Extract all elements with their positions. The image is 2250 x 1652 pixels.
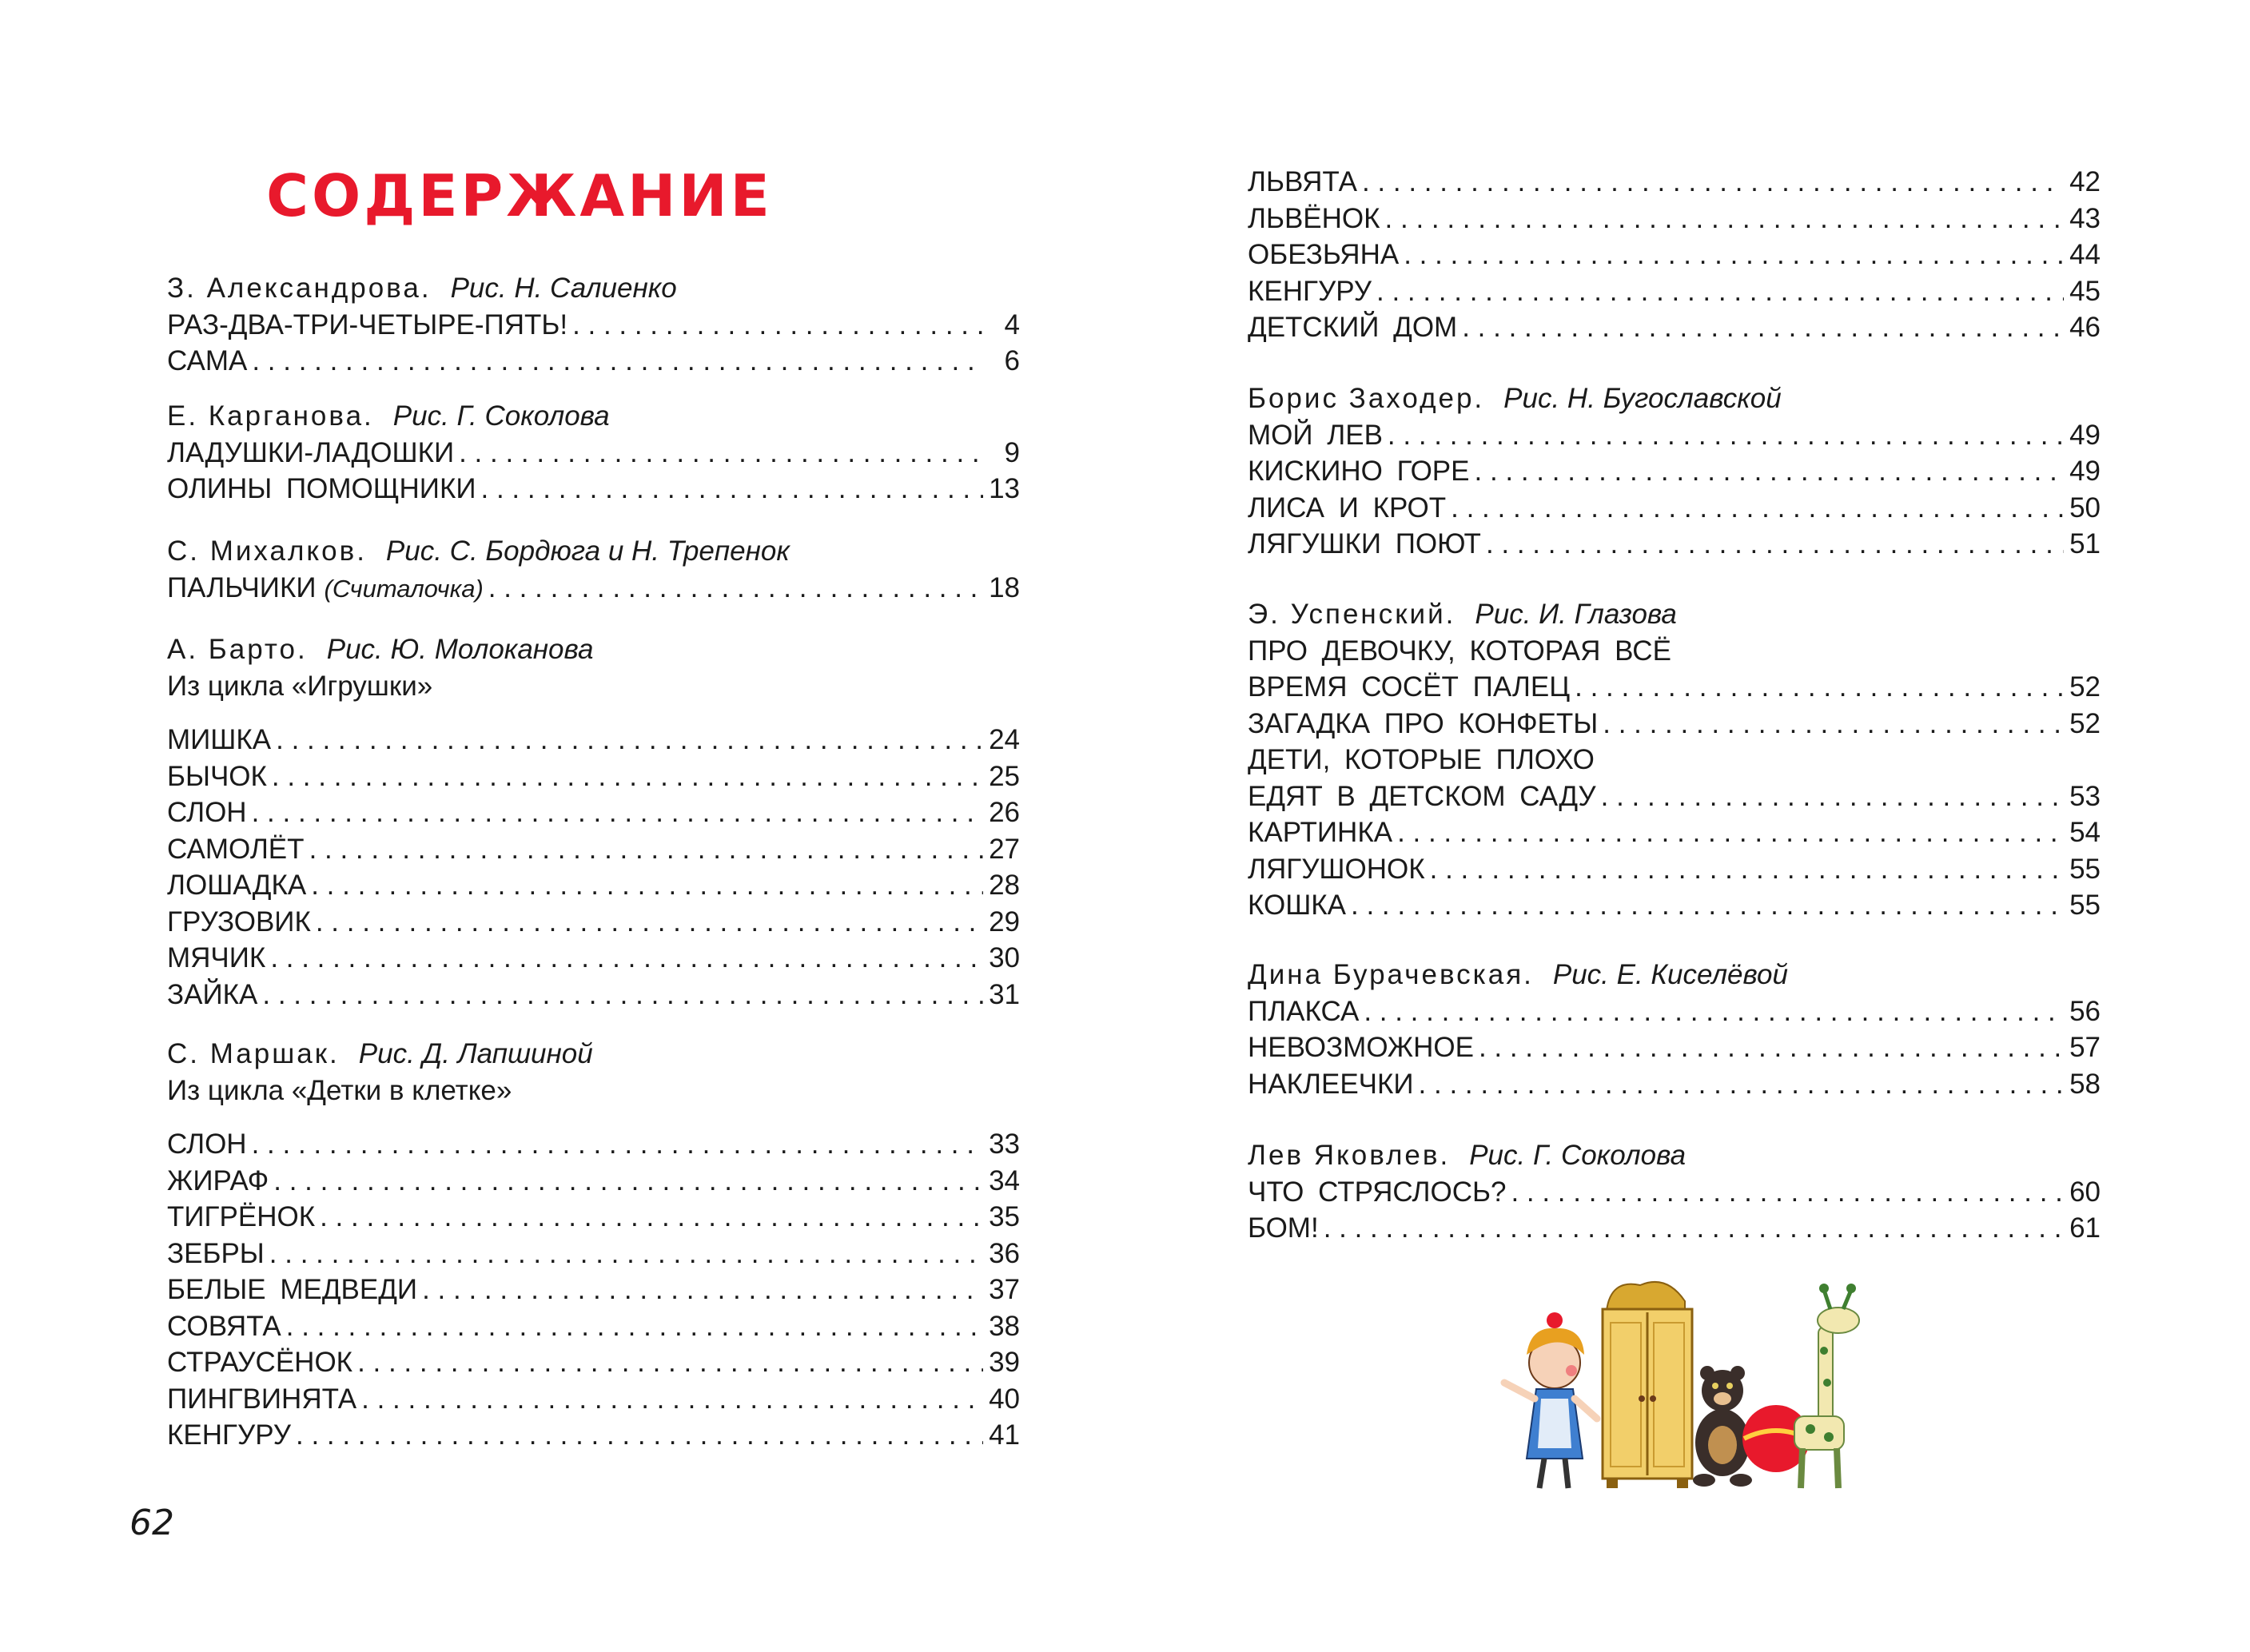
dot-leader <box>459 435 983 472</box>
section-header <box>1248 380 2101 417</box>
toc-section <box>1248 596 2101 924</box>
entry-title: БЫЧОК <box>167 760 267 792</box>
toc-entry <box>167 794 1020 831</box>
entry-title: МЯЧИК <box>167 942 266 973</box>
entry-title: ДЕТИ, КОТОРЫЕ ПЛОХО <box>1248 744 1595 775</box>
toc-entry <box>1248 526 2101 563</box>
entry-page-number: 36 <box>989 1237 1020 1269</box>
entry-title: СТРАУСЁНОК <box>167 1347 353 1378</box>
author-name: Э. Успенский. <box>1248 599 1456 630</box>
entry-page-number: 31 <box>989 978 1020 1010</box>
entry-title: ВРЕМЯ СОСЁТ ПАЛЕЦ <box>1248 671 1571 703</box>
author-name: Дина Бурачевская. <box>1248 959 1534 990</box>
dot-leader <box>286 1308 983 1345</box>
toc-entry <box>167 307 1020 344</box>
entry-title: ЛЬВЁНОК <box>1248 202 1380 234</box>
entry-page-number: 53 <box>2069 780 2101 812</box>
toc-section <box>167 398 1020 508</box>
entry-title: ПРО ДЕВОЧКУ, КОТОРАЯ ВСЁ <box>1248 635 1671 667</box>
toc-entry <box>1248 309 2101 346</box>
entry-title: ПАЛЬЧИКИ <box>167 571 317 603</box>
toc-entry <box>167 1308 1020 1345</box>
toc-entry <box>167 1272 1020 1308</box>
illustrator-credit: Рис. Н. Бугославской <box>1503 383 1782 414</box>
entry-title: СОВЯТА <box>167 1310 281 1342</box>
entry-page-number: 27 <box>989 833 1020 865</box>
illustrator-credit: Рис. Н. Салиенко <box>450 273 677 304</box>
author-name: С. Маршак. <box>167 1038 340 1069</box>
toc-section <box>167 631 1020 1013</box>
toc-entry <box>167 758 1020 795</box>
wardrobe-figure <box>1603 1282 1692 1488</box>
illustrator-credit: Рис. Д. Лапшиной <box>358 1038 593 1069</box>
entry-page-number: 55 <box>2069 890 2101 921</box>
entry-page-number: 50 <box>2069 492 2101 523</box>
dot-leader <box>269 1236 983 1272</box>
illustrator-credit: Рис. Е. Киселёвой <box>1552 959 1788 990</box>
entry-page-number: 55 <box>2069 853 2101 885</box>
entry-page-number: 40 <box>989 1383 1020 1415</box>
entry-page-number: 46 <box>2069 312 2101 343</box>
entry-title: КОШКА <box>1248 890 1347 921</box>
dot-leader <box>1397 814 2064 851</box>
entry-page-number: 58 <box>2069 1068 2101 1100</box>
toc-heading: СОДЕРЖАНИЕ <box>266 162 773 229</box>
entry-title: ПЛАКСА <box>1248 995 1360 1027</box>
entry-page-number: 49 <box>2069 456 2101 487</box>
entry-page-number: 18 <box>989 571 1020 603</box>
entry-page-number: 44 <box>2069 239 2101 270</box>
illustrator-credit: Рис. Г. Соколова <box>392 400 610 432</box>
toc-section <box>167 270 1020 380</box>
toc-entry <box>1248 851 2101 888</box>
section-header <box>167 631 1020 668</box>
dot-leader <box>1388 417 2064 454</box>
illustrator-credit: Рис. С. Бордюга и Н. Трепенок <box>385 535 790 567</box>
dot-leader <box>296 1417 983 1454</box>
toc-entry <box>167 1344 1020 1381</box>
entry-title: САМОЛЁТ <box>167 833 305 865</box>
dot-leader <box>1376 273 2064 310</box>
entry-page-number: 43 <box>2069 202 2101 234</box>
dot-leader <box>316 904 983 941</box>
entry-page-number: 56 <box>2069 995 2101 1027</box>
entry-title: СЛОН <box>167 797 247 828</box>
author-name: Борис Заходер. <box>1248 383 1485 414</box>
dot-leader <box>309 831 983 868</box>
toc-entry <box>1248 1066 2101 1103</box>
toc-section <box>1248 957 2101 1102</box>
entry-title: БОМ! <box>1248 1212 1319 1244</box>
entry-title: ЧТО СТРЯСЛОСЬ? <box>1248 1176 1507 1208</box>
dot-leader <box>276 722 983 758</box>
section-header <box>167 1036 1020 1073</box>
toc-entry <box>167 1126 1020 1163</box>
entry-note: (Считалочка) <box>324 574 484 603</box>
entry-title: РАЗ-ДВА-ТРИ-ЧЕТЫРЕ-ПЯТЬ! <box>167 309 568 340</box>
toc-entry <box>167 343 1020 380</box>
entry-page-number: 26 <box>989 797 1020 828</box>
dot-leader <box>252 343 983 380</box>
dot-leader <box>481 471 984 508</box>
entry-title: ЗЕБРЫ <box>167 1237 265 1269</box>
section-header <box>167 533 1020 570</box>
toc-entry <box>167 1236 1020 1272</box>
entry-page-number: 4 <box>1004 309 1020 340</box>
toc-entry <box>1248 706 2101 742</box>
dot-leader <box>1479 1029 2064 1066</box>
dot-leader <box>1364 993 2064 1030</box>
author-name: Лев Яковлев. <box>1248 1140 1451 1171</box>
entry-title: ЗАГАДКА ПРО КОНФЕТЫ <box>1248 707 1599 739</box>
entry-page-number: 38 <box>989 1310 1020 1342</box>
entry-page-number: 30 <box>989 942 1020 973</box>
entry-title: ПИНГВИНЯТА <box>167 1383 357 1415</box>
toc-entry <box>1248 814 2101 851</box>
illustrator-credit: Рис. Ю. Молоканова <box>326 634 594 665</box>
entry-page-number: 25 <box>989 760 1020 792</box>
toc-entry <box>167 867 1020 904</box>
section-header <box>167 398 1020 435</box>
bear-figure <box>1693 1366 1752 1487</box>
dot-leader <box>270 940 983 977</box>
entry-title: БЕЛЫЕ МЕДВЕДИ <box>167 1274 418 1305</box>
dot-leader <box>262 977 983 1013</box>
toys-illustration <box>1495 1279 1870 1503</box>
entry-page-number: 28 <box>989 870 1020 901</box>
entry-page-number: 13 <box>989 473 1020 504</box>
entry-page-number: 6 <box>1004 345 1020 376</box>
dot-leader <box>1451 490 2064 527</box>
toc-entry <box>167 1381 1020 1418</box>
entry-title: ЛАДУШКИ-ЛАДОШКИ <box>167 436 455 468</box>
entry-page-number: 39 <box>989 1347 1020 1378</box>
toc-entry <box>1248 1210 2101 1247</box>
dot-leader <box>320 1199 983 1236</box>
dot-leader <box>1385 201 2064 237</box>
entry-page-number: 54 <box>2069 817 2101 848</box>
toc-section <box>1248 1137 2101 1247</box>
dot-leader <box>1486 526 2064 563</box>
dot-leader <box>488 570 983 607</box>
toc-entry <box>167 1163 1020 1200</box>
entry-page-number: 49 <box>2069 419 2101 451</box>
toc-entry <box>1248 417 2101 454</box>
dot-leader <box>1601 778 2064 815</box>
toc-entry <box>167 904 1020 941</box>
entry-page-number: 51 <box>2069 528 2101 559</box>
entry-page-number: 34 <box>989 1164 1020 1196</box>
author-name: А. Барто. <box>167 634 308 665</box>
toc-section <box>167 533 1020 606</box>
toc-entry <box>1248 490 2101 527</box>
dot-leader <box>1324 1210 2064 1247</box>
entry-page-number: 9 <box>1004 436 1020 468</box>
dot-leader <box>1362 164 2064 201</box>
entry-title: ТИГРЁНОК <box>167 1201 316 1232</box>
toc-section <box>1248 164 2101 346</box>
entry-title: МИШКА <box>167 724 272 755</box>
toc-entry <box>167 831 1020 868</box>
entry-title: КАРТИНКА <box>1248 817 1393 848</box>
dot-leader <box>1511 1174 2064 1211</box>
entry-page-number: 42 <box>2069 166 2101 197</box>
section-header <box>1248 596 2101 633</box>
entry-title: ЛЯГУШОНОК <box>1248 853 1425 885</box>
toc-entry <box>167 1417 1020 1454</box>
entry-title: ЛЬВЯТА <box>1248 166 1357 197</box>
dot-leader <box>1419 1066 2064 1103</box>
dot-leader <box>272 758 983 795</box>
dot-leader <box>252 794 983 831</box>
entry-title: ОЛИНЫ ПОМОЩНИКИ <box>167 473 476 504</box>
entry-page-number: 24 <box>989 724 1020 755</box>
giraffe-figure <box>1794 1284 1859 1488</box>
dot-leader <box>1430 851 2064 888</box>
toc-entry <box>1248 1174 2101 1211</box>
dot-leader <box>311 867 983 904</box>
entry-page-number: 35 <box>989 1201 1020 1232</box>
toc-section <box>1248 380 2101 563</box>
entry-page-number: 57 <box>2069 1032 2101 1063</box>
dot-leader <box>252 1126 983 1163</box>
entry-title: ЛИСА И КРОТ <box>1248 492 1447 523</box>
entry-page-number: 52 <box>2069 671 2101 703</box>
entry-title: ЖИРАФ <box>167 1164 269 1196</box>
section-header <box>1248 1137 2101 1174</box>
entry-title: ЕДЯТ В ДЕТСКОМ САДУ <box>1248 780 1596 812</box>
toc-entry <box>1248 453 2101 490</box>
entry-title: НЕВОЗМОЖНОЕ <box>1248 1032 1474 1063</box>
toc-entry <box>1248 669 2101 706</box>
dot-leader <box>1462 309 2064 346</box>
illustrator-credit: Рис. И. Глазова <box>1475 599 1677 630</box>
illustrator-credit: Рис. Г. Соколова <box>1469 1140 1687 1171</box>
toc-entry <box>167 435 1020 472</box>
entry-title: МОЙ ЛЕВ <box>1248 419 1383 451</box>
toc-entry <box>1248 887 2101 924</box>
entry-page-number: 33 <box>989 1129 1020 1160</box>
page-number: 62 <box>129 1503 174 1543</box>
dot-leader <box>1351 887 2064 924</box>
entry-page-number: 45 <box>2069 275 2101 307</box>
entry-page-number: 61 <box>2069 1212 2101 1244</box>
toc-entry <box>1248 778 2101 815</box>
entry-page-number: 52 <box>2069 707 2101 739</box>
dot-leader <box>422 1272 983 1308</box>
entry-title: СЛОН <box>167 1129 247 1160</box>
author-name: Е. Карганова. <box>167 400 374 432</box>
doll-figure <box>1504 1312 1597 1488</box>
dot-leader <box>1603 706 2064 742</box>
toc-section <box>167 1036 1020 1454</box>
author-name: С. Михалков. <box>167 535 367 567</box>
dot-leader <box>1475 453 2065 490</box>
dot-leader <box>361 1381 983 1418</box>
toc-entry <box>1248 633 2101 670</box>
toc-entry <box>1248 201 2101 237</box>
toc-entry <box>1248 742 2101 778</box>
toc-entry <box>1248 993 2101 1030</box>
entry-title: КЕНГУРУ <box>1248 275 1372 307</box>
dot-leader <box>1404 237 2064 273</box>
section-header <box>1248 957 2101 993</box>
dot-leader <box>273 1163 983 1200</box>
toc-entry <box>167 977 1020 1013</box>
entry-title: ДЕТСКИЙ ДОМ <box>1248 312 1458 343</box>
dot-leader <box>1575 669 2064 706</box>
section-header <box>167 270 1020 307</box>
dot-leader <box>357 1344 983 1381</box>
entry-title: НАКЛЕЕЧКИ <box>1248 1068 1414 1100</box>
entry-title: ЗАЙКА <box>167 978 258 1010</box>
entry-page-number: 41 <box>989 1419 1020 1451</box>
dot-leader <box>572 307 983 344</box>
toc-entry <box>167 570 1020 607</box>
toc-entry <box>1248 273 2101 310</box>
toc-entry <box>167 1199 1020 1236</box>
cycle-title: Из цикла «Игрушки» <box>167 670 433 702</box>
toc-entry <box>167 722 1020 758</box>
entry-title: КИСКИНО ГОРЕ <box>1248 456 1470 487</box>
entry-page-number: 29 <box>989 906 1020 937</box>
entry-title: ЛЯГУШКИ ПОЮТ <box>1248 528 1481 559</box>
entry-page-number: 37 <box>989 1274 1020 1305</box>
toc-entry <box>167 940 1020 977</box>
author-name: З. Александрова. <box>167 273 432 304</box>
toc-entry <box>1248 164 2101 201</box>
entry-title: КЕНГУРУ <box>167 1419 292 1451</box>
toc-entry <box>1248 237 2101 273</box>
entry-title: ЛОШАДКА <box>167 870 307 901</box>
entry-title: ОБЕЗЬЯНА <box>1248 239 1400 270</box>
toc-entry <box>1248 1029 2101 1066</box>
entry-title: ГРУЗОВИК <box>167 906 311 937</box>
cycle-title: Из цикла «Детки в клетке» <box>167 1074 512 1106</box>
entry-page-number: 60 <box>2069 1176 2101 1208</box>
toc-entry <box>167 471 1020 508</box>
entry-title: САМА <box>167 345 248 376</box>
